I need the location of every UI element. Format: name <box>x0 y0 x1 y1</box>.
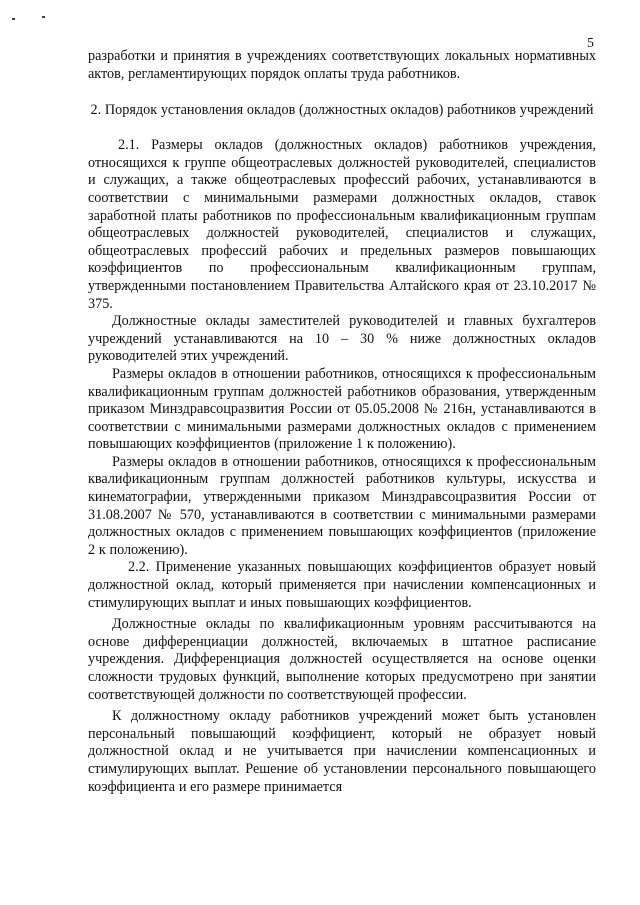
paragraph-personal-coefficient: К должностному окладу работников учреждений может быть установлен персональный повышающий коэффициент, который не образует новый должностной оклад и не учитывается при начислении компенсационных и стимулирующих выплат. Решение об установлении персонального повышающего коэффициента и его размере принимается <box>88 708 596 795</box>
paragraph-deputy-salaries: Должностные оклады заместителей руководителей и главных бухгалтеров учреждений устанавливаются на 10 – 30 % ниже должностных окладов руководителей этих учреждений. <box>88 313 596 365</box>
scan-artifact-mark <box>12 18 15 20</box>
paragraph-intro: разработки и принятия в учреждениях соответствующих локальных нормативных актов, регламентирующих порядок оплаты труда работников. <box>88 48 596 82</box>
scan-artifact-mark <box>42 16 45 18</box>
section-heading: 2. Порядок установления окладов (должностных окладов) работников учреждений <box>90 102 594 119</box>
page-number: 5 <box>587 36 594 51</box>
paragraph-2-2: 2.2. Применение указанных повышающих коэффициентов образует новый должностной оклад, который применяется при начислении компенсационных и стимулирующих выплат и иных повышающих коэффициентов. <box>88 559 596 611</box>
paragraph-2-1: 2.1. Размеры окладов (должностных окладов) работников учреждения, относящихся к группе общеотраслевых должностей руководителей, специалистов и служащих, а также общеотраслевых профессий рабочих, устанавливаются в соответствии с минимальными размерами должностных окладов, ставок заработной платы работников по профессиональным квалификационным группам общеотраслевых должностей руководителей, специалистов и служащих, общеотраслевых профессий рабочих и предельных размеров повышающих коэффициентов по профессиональным квалификационным группам, утвержденными постановлением Правительства Алтайского края от 23.10.2017 № 375. <box>88 137 596 312</box>
paragraph-qualification-levels: Должностные оклады по квалификационным уровням рассчитываются на основе дифференциации должностей, включаемых в штатное расписание учреждения. Дифференциация должностей осуществляется на основе оценки сложности трудовых функций, выполнение которых предусмотрено при занятии соответствующей должности по соответствующей профессии. <box>88 616 596 703</box>
paragraph-culture-salaries: Размеры окладов в отношении работников, относящихся к профессиональным квалификационным группам должностей работников культуры, искусства и кинематографии, утвержденными приказом Минздравсоцразвития России от 31.08.2007 № 570, устанавливаются в соответствии с минимальными размерами должностных окладов с применением повышающих коэффициентов (приложение 2 к положению). <box>88 453 596 558</box>
document-body <box>88 48 596 796</box>
paragraph-education-salaries: Размеры окладов в отношении работников, относящихся к профессиональным квалификационным группам должностей работников образования, утвержденным приказом Минздравсоцразвития России от 05.05.2008 № 216н, устанавливаются в соответствии с минимальными размерами должностных окладов с применением повышающих коэффициентов (приложение 1 к положению). <box>88 365 596 453</box>
